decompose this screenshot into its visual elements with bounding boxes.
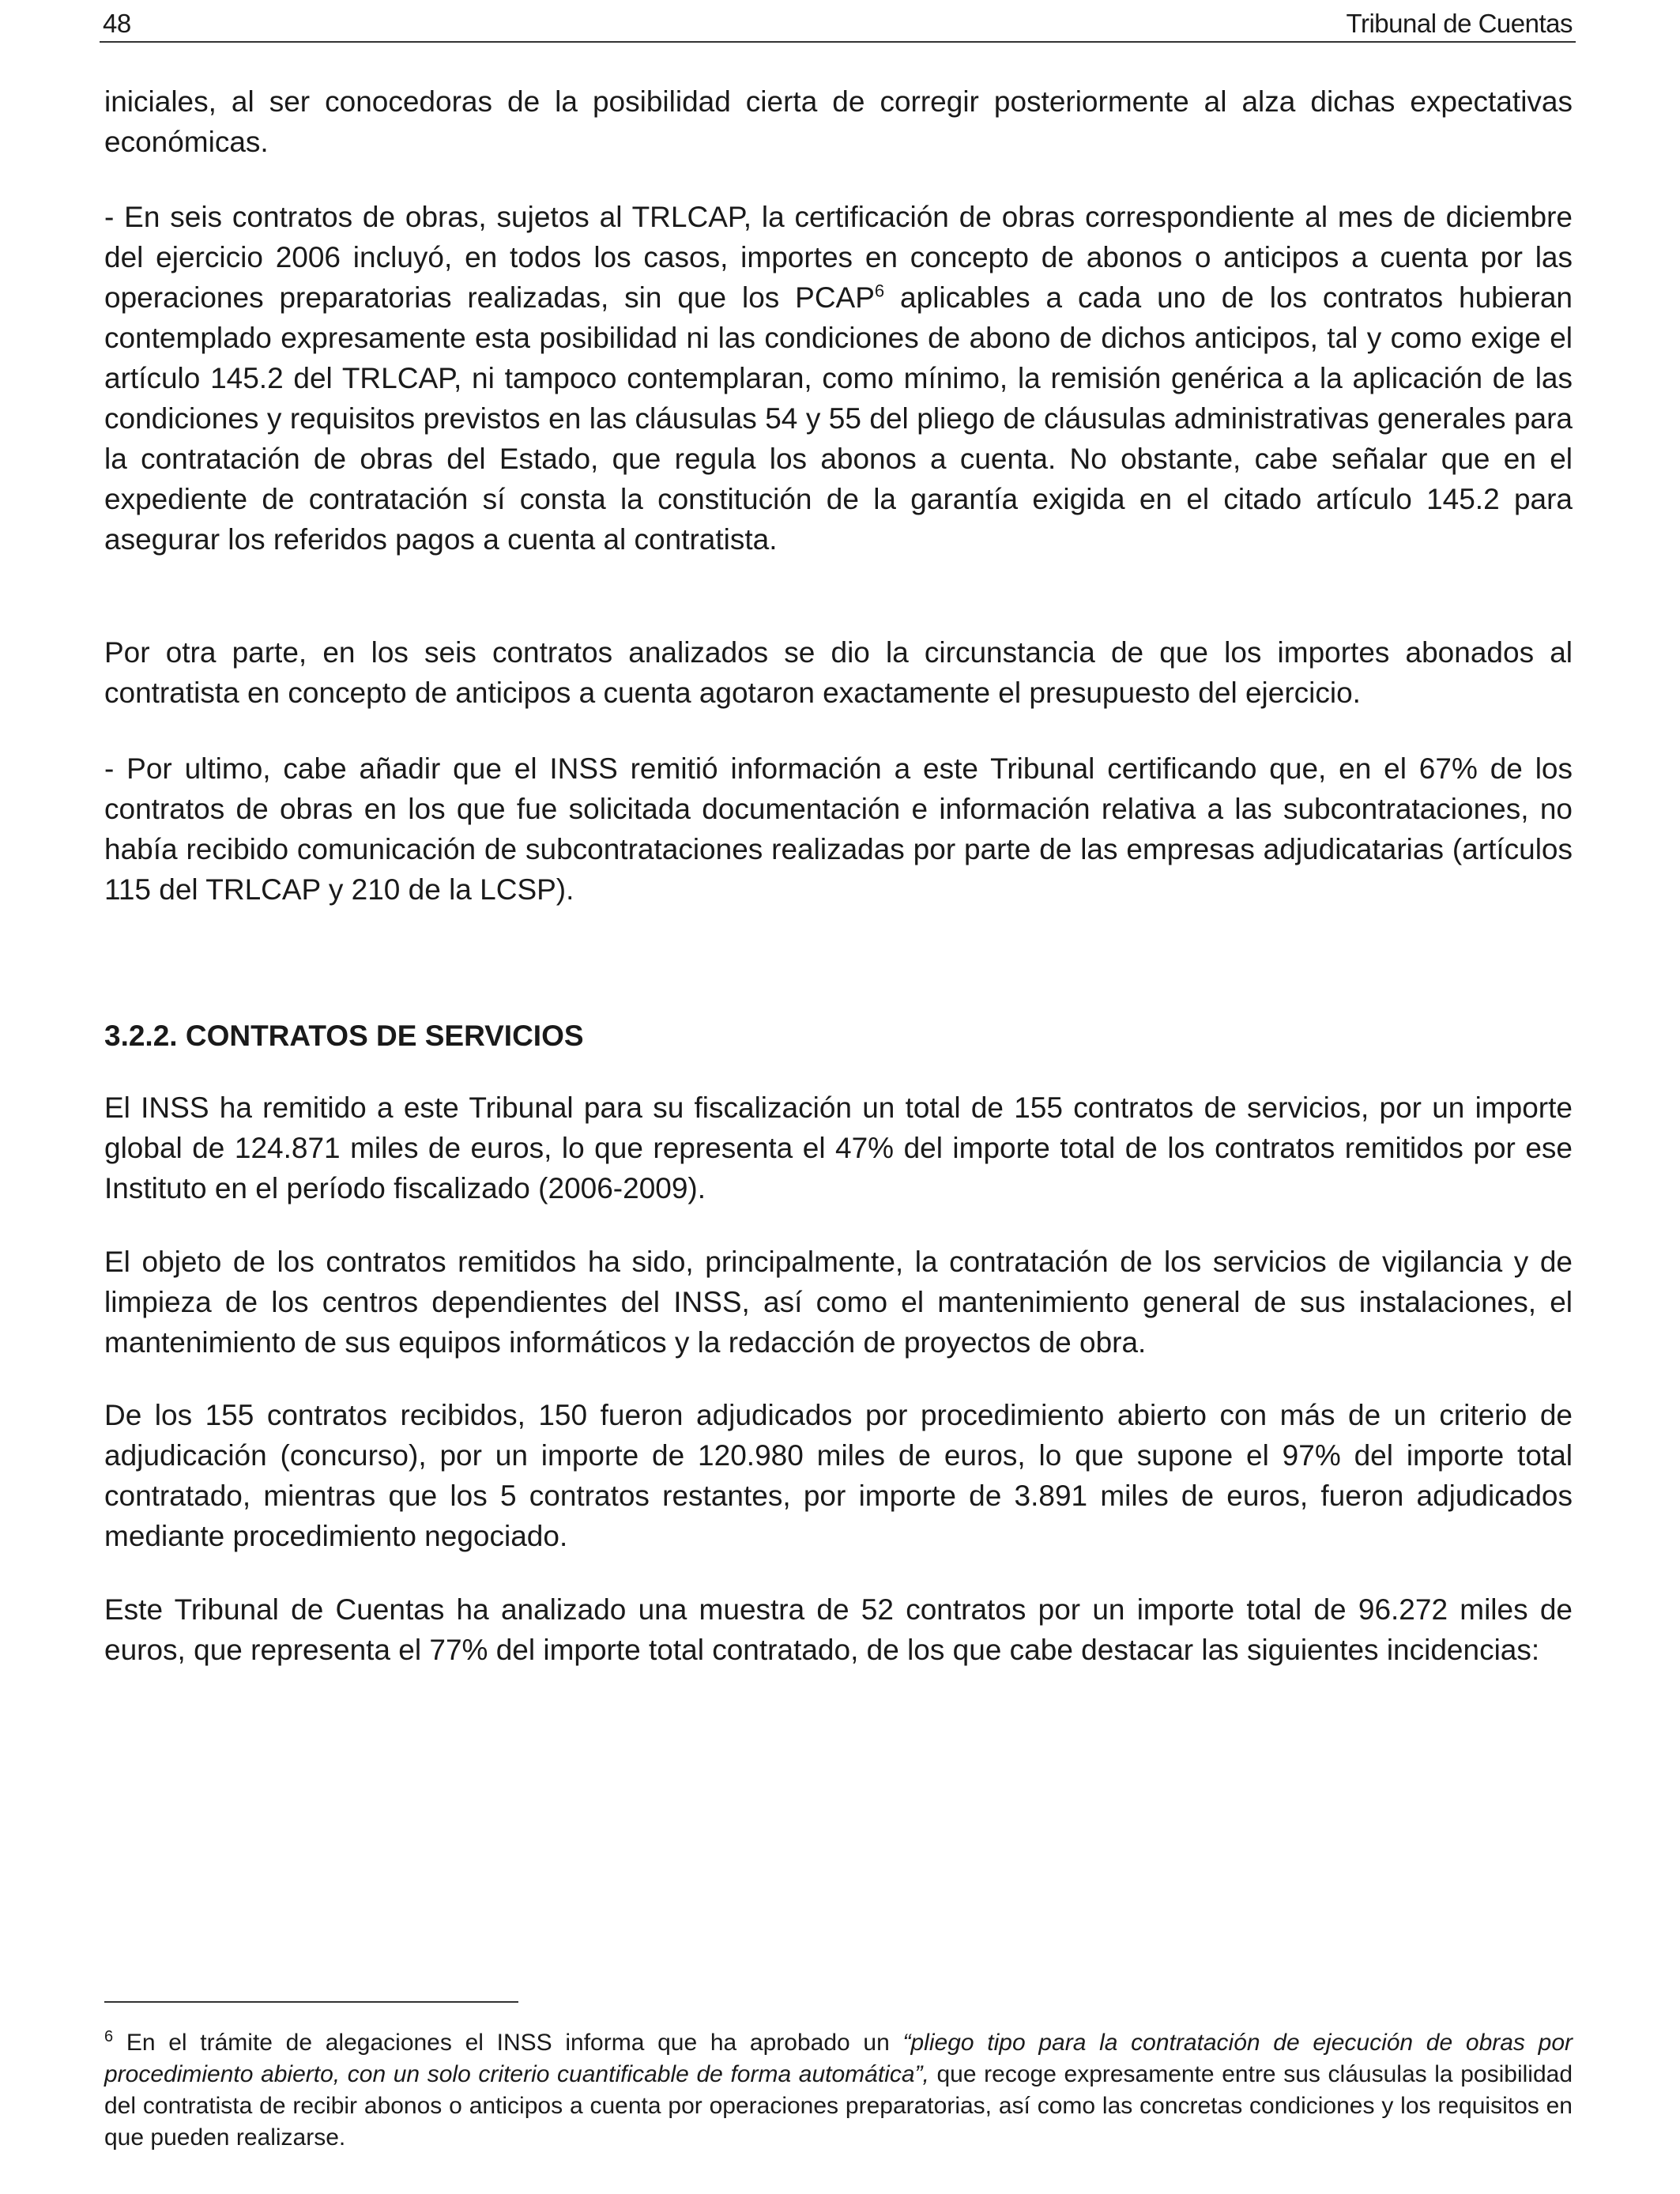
running-title: Tribunal de Cuentas bbox=[1346, 9, 1573, 38]
paragraph-1: iniciales, al ser conocedoras de la posibilidad cierta de corregir posteriormente al alza dichas expectativas económicas. bbox=[104, 85, 1573, 158]
footnote-text-after: que recoge expresamente entre sus cláusulas la posibilidad del contratista de recibir abonos o anticipos a cuenta por operaciones preparatorias, así como las concretas condiciones y los requisitos en que pueden realizarse. bbox=[104, 2061, 1573, 2151]
paragraph-6: El objeto de los contratos remitidos ha sido, principalmente, la contratación de los servicios de vigilancia y de limpieza de los centros dependientes del INSS, así como el mantenimiento general de sus instalaciones, el mantenimiento de sus equipos informáticos y la redacción de proyectos de obra. bbox=[104, 1246, 1573, 1359]
footnote-divider bbox=[104, 2001, 518, 2003]
paragraph-4: - Por ultimo, cabe añadir que el INSS remitió información a este Tribunal certificando que, en el 67% de los contratos de obras en los que fue solicitada documentación e información relativa a las subcontrataciones, no había recibido comunicación de subcontrataciones realizadas por parte de las empresas adjudicatarias (artículos 115 del TRLCAP y 210 de la LCSP). bbox=[104, 752, 1573, 906]
footnote-number: 6 bbox=[104, 2028, 114, 2045]
paragraph-5: El INSS ha remitido a este Tribunal para su fiscalización un total de 155 contratos de servicios, por un importe global de 124.871 miles de euros, lo que representa el 47% del importe total de los contratos remitidos por ese Instituto en el período fiscalizado (2006-2009). bbox=[104, 1091, 1573, 1204]
footnote-text-before: En el trámite de alegaciones el INSS informa que ha aprobado un bbox=[113, 2030, 903, 2056]
footnote bbox=[104, 2027, 1573, 2154]
page-number: 48 bbox=[103, 9, 131, 38]
section-heading: 3.2.2. CONTRATOS DE SERVICIOS bbox=[104, 1020, 584, 1052]
paragraph-2-text-after: aplicables a cada uno de los contratos hubieran contemplado expresamente esta posibilidad ni las condiciones de abono de dichos anticipos, tal y como exige el artículo 145.2 del TRLCAP, ni tampoco contemplaran, como mínimo, la remisión genérica a la aplicación de las condiciones y requisitos previstos en las cláusulas 54 y 55 del pliego de cláusulas administrativas generales para la contratación de obras del Estado, que regula los abonos a cuenta. No obstante, cabe señalar que en el expediente de contratación sí consta la constitución de la garantía exigida en el citado artículo 145.2 para asegurar los referidos pagos a cuenta al contratista. bbox=[104, 281, 1573, 556]
paragraph-3: Por otra parte, en los seis contratos analizados se dio la circunstancia de que los importes abonados al contratista en concepto de anticipos a cuenta agotaron exactamente el presupuesto del ejercicio. bbox=[104, 636, 1573, 709]
paragraph-8: Este Tribunal de Cuentas ha analizado una muestra de 52 contratos por un importe total de 96.272 miles de euros, que representa el 77% del importe total contratado, de los que cabe destacar las siguientes incidencias: bbox=[104, 1593, 1573, 1666]
footnote-reference[interactable]: 6 bbox=[874, 281, 885, 301]
paragraph-2 bbox=[104, 197, 1573, 560]
page-header bbox=[100, 6, 1576, 43]
footnote-text-italic: “pliego tipo para la contratación de ejecución de obras por procedimiento abierto, con un solo criterio cuantificable de forma automática”, bbox=[104, 2030, 1573, 2087]
paragraph-7: De los 155 contratos recibidos, 150 fueron adjudicados por procedimiento abierto con más de un criterio de adjudicación (concurso), por un importe de 120.980 miles de euros, lo que supone el 97% del importe total contratado, mientras que los 5 contratos restantes, por importe de 3.891 miles de euros, fueron adjudicados mediante procedimiento negociado. bbox=[104, 1399, 1573, 1552]
paragraph-2-text-before: - En seis contratos de obras, sujetos al TRLCAP, la certificación de obras correspondiente al mes de diciembre del ejercicio 2006 incluyó, en todos los casos, importes en concepto de abonos o anticipos a cuenta por las operaciones preparatorias realizadas, sin que los PCAP bbox=[104, 201, 1573, 314]
